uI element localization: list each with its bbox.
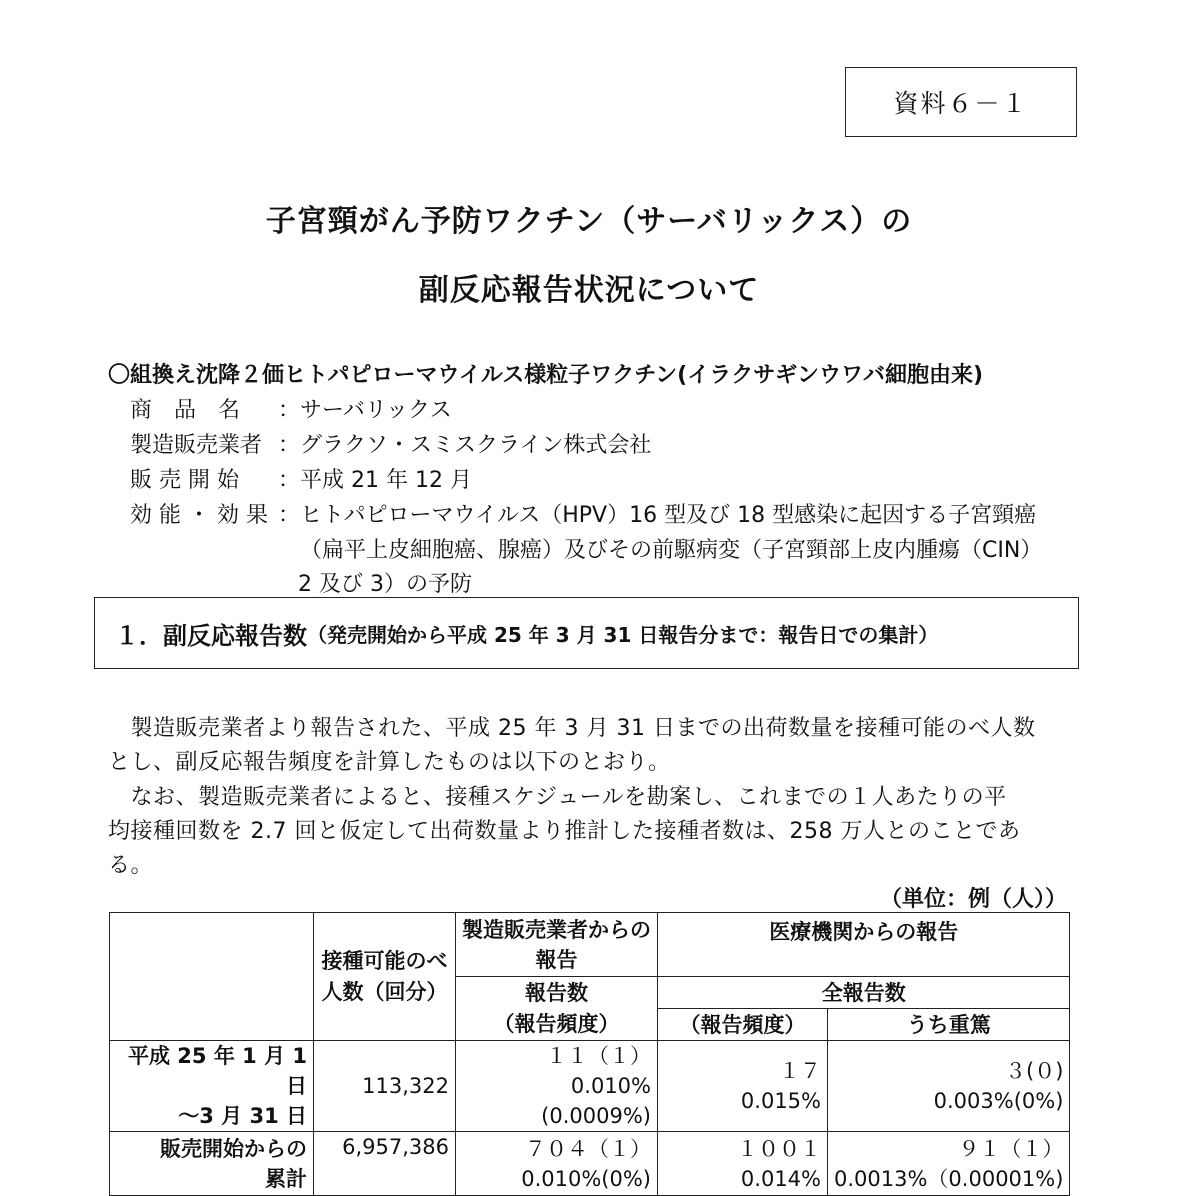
product-label: 商 品 名 <box>130 398 241 423</box>
paragraph-1-line-1: 製造販売業者より報告された、平成 25 年 3 月 31 日までの出荷数量を接種可能のべ人数 <box>108 716 1036 741</box>
adverse-reaction-table <box>109 912 1070 1196</box>
header-doses-text: 接種可能のべ人数（回分） <box>321 948 448 1004</box>
effect-line-1: ：ヒトパピローマウイルス（HPV）16 型及び 18 型感染に起因する子宮頸癌 <box>278 503 1037 528</box>
header-maker-text: 製造販売業者からの報告 <box>462 917 651 972</box>
maker-value: ：グラクソ・スミスクライン株式会社 <box>278 433 652 458</box>
table-row <box>110 1132 1070 1196</box>
header-report-count: 報告数 <box>456 977 658 1009</box>
section-1-heading-box <box>94 597 1079 669</box>
row-1-medical-freq: 0.015% <box>740 1089 821 1113</box>
header-report-freq: （報告頻度） <box>456 1009 658 1041</box>
table-row <box>110 1041 1070 1132</box>
paragraph-1-line-2: とし、副反応報告頻度を計算したものは以下のとおり。 <box>108 750 671 775</box>
row-1-serious-freq: 0.003%(0%) <box>933 1089 1064 1113</box>
row-2-maker-count: ７０４（１） <box>525 1136 651 1161</box>
row-1-label <box>110 1041 314 1132</box>
row-1-serious <box>828 1041 1070 1132</box>
row-2-maker <box>456 1132 658 1196</box>
title-line-1: 子宮頸がん予防ワクチン（サーバリックス）の <box>265 204 913 239</box>
launch-value: ：平成 21 年 12 月 <box>278 468 472 493</box>
row-1-maker-freq: 0.010%(0.0009%) <box>541 1074 651 1128</box>
launch-label: 販 売 開 始 <box>130 468 239 493</box>
paragraph-2-line-3: る。 <box>108 853 154 878</box>
row-2-serious-count: ９１（１） <box>958 1136 1064 1161</box>
row-2-label-line-1: 販売開始からの <box>160 1136 307 1161</box>
row-1-label-line-1: 平成 25 年 1 月 1 日 <box>127 1044 307 1098</box>
row-2-medical-freq: 0.014% <box>740 1166 821 1191</box>
row-1-medical-count: １７ <box>779 1059 821 1083</box>
effect-line-2: （扁平上皮細胞癌、腺癌）及びその前駆病変（子宮頸部上皮内腫瘍（CIN） <box>300 538 1043 563</box>
section-1-heading: １．副反応報告数 <box>115 621 307 650</box>
table-corner-cell <box>110 913 314 1041</box>
effect-line-3: 2 及び 3）の予防 <box>298 572 472 597</box>
row-2-doses: 6,957,386 <box>314 1132 456 1196</box>
unit-label: （単位：例（人）） <box>880 887 1068 912</box>
product-value: ：サーバリックス <box>278 398 452 423</box>
row-2-serious <box>828 1132 1070 1196</box>
header-freq-2: （報告頻度） <box>658 1009 828 1041</box>
row-2-medical-count: １００１ <box>737 1136 821 1161</box>
document-reference: 資料６－１ <box>893 89 1029 118</box>
paragraph-2-line-2: 均接種回数を 2.7 回と仮定して出荷数量より推計した接種者数は、258 万人とのことであ <box>108 819 1021 844</box>
row-2-medical <box>658 1132 828 1196</box>
row-1-maker <box>456 1041 658 1132</box>
row-2-label <box>110 1132 314 1196</box>
vaccine-heading: 〇組換え沈降２価ヒトパピローマウイルス様粒子ワクチン(イラクサギンウワバ細胞由来) <box>108 363 984 388</box>
header-maker <box>456 913 658 977</box>
row-1-label-line-2: ～3 月 31 日 <box>178 1104 307 1128</box>
header-all-reports: 全報告数 <box>658 977 1070 1009</box>
row-2-maker-freq: 0.010%(0%) <box>521 1166 651 1191</box>
paragraph-2-line-1: なお、製造販売業者によると、接種スケジュールを勘案し、これまでの１人あたりの平 <box>108 785 1007 810</box>
header-serious: うち重篤 <box>828 1009 1070 1041</box>
header-doses <box>314 913 456 1041</box>
row-1-medical <box>658 1041 828 1132</box>
effect-label: 効 能 ・ 効 果 <box>130 503 268 528</box>
row-1-serious-count: ３(０) <box>1005 1059 1064 1083</box>
row-1-maker-count: １１（１） <box>546 1044 651 1068</box>
header-medical: 医療機関からの報告 <box>658 913 1070 977</box>
row-2-serious-freq: 0.0013%（0.00001%) <box>834 1166 1064 1191</box>
row-1-doses: 113,322 <box>314 1041 456 1132</box>
document-reference-box <box>845 67 1077 137</box>
row-2-label-line-2: 累計 <box>265 1166 307 1191</box>
maker-label: 製造販売業者 <box>130 433 263 458</box>
title-line-2: 副反応報告状況について <box>418 273 760 308</box>
section-1-subheading: （発売開始から平成 25 年 3 月 31 日報告分まで：報告日での集計） <box>307 622 939 647</box>
